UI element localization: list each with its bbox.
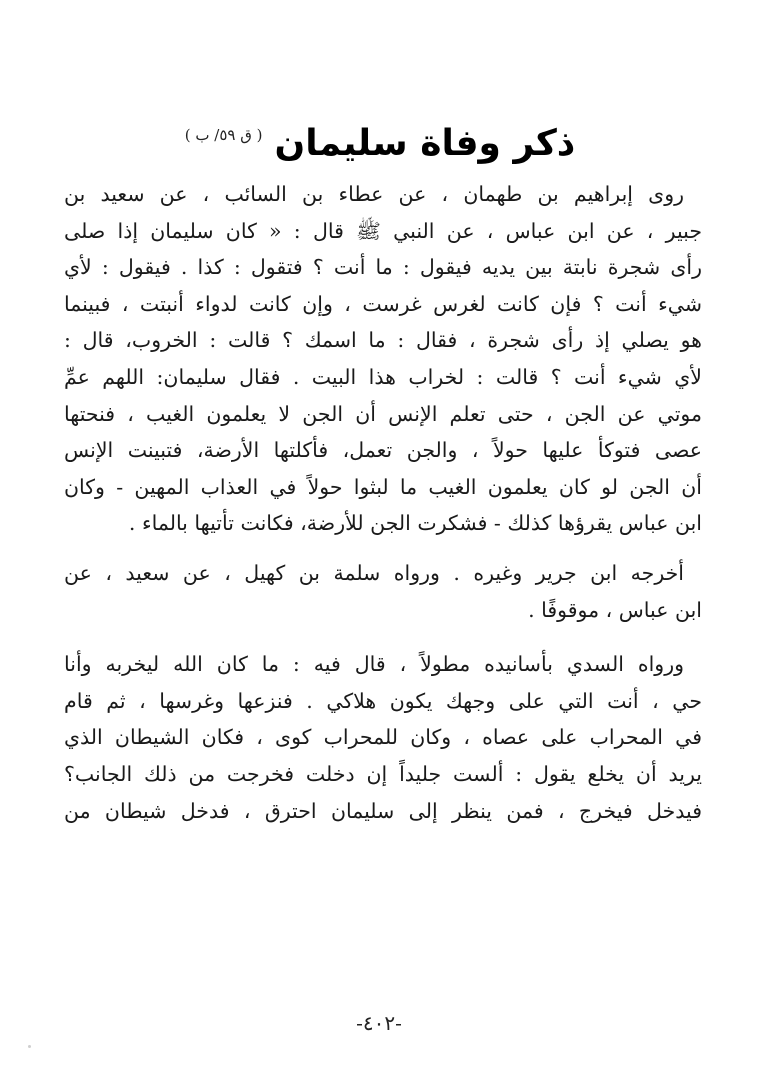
text-line: روى إبراهيم بن طهمان ، عن عطاء بن السائب ، عن سعيد بن <box>64 182 684 206</box>
paragraph-1 <box>64 176 702 542</box>
text-line: ورواه السدي بأسانيده مطولاً ، قال فيه : ما كان الله ليخربه وأنا <box>64 652 684 677</box>
text-line: ابن عباس يقرؤها كذلك - فشكرت الجن للأرضة، فكانت تأتيها بالماء . <box>128 511 702 536</box>
text-line: جبير ، عن ابن عباس ، عن النبي ﷺ قال : « كان سليمان إذا صلى <box>64 218 702 243</box>
manuscript-reference: ( ق ٥٩/ ب ) <box>184 126 263 144</box>
text-line: موتي عن الجن ، حتى تعلم الإنس أن الجن لا يعلمون الغيب ، فنحتها <box>64 401 702 426</box>
text-line: لأي شيء أنت ؟ قالت : لخراب هذا البيت . فقال سليمان: اللهم عمِّ <box>64 364 702 389</box>
text-line: حي ، أنت التي على وجهك يكون هلاكي . فنزعها وغرسها ، ثم قام <box>64 688 702 713</box>
text-line: هو يصلي إذ رأى شجرة ، فقال : ما اسمك ؟ قالت : الخروب، قال : <box>64 328 702 353</box>
text-line: يريد أن يخلع يقول : ألست جليداً إن دخلت فخرجت من ذلك الجانب؟ <box>64 761 702 786</box>
text-line: فيدخل فيخرج ، فمن ينظر إلى سليمان احترق ، فدخل شيطان من <box>64 798 702 823</box>
body-text <box>64 176 702 829</box>
paragraph-2 <box>64 555 702 628</box>
scan-speck <box>28 1045 31 1048</box>
text-line: في المحراب على عصاه ، وكان للمحراب كوى ، فكان الشيطان الذي <box>64 725 702 750</box>
paragraph-3 <box>64 646 702 829</box>
text-line: رأى شجرة نابتة بين يديه فيقول : ما أنت ؟ فتقول : كذا . فيقول : لأي <box>64 255 702 280</box>
text-line: شيء أنت ؟ فإن كانت لغرس غرست ، وإن كانت لدواء أنبتت ، فبينما <box>64 291 702 316</box>
text-line: عصى فتوكأ عليها حولاً ، والجن تعمل، فأكلتها الأرضة، فتبينت الإنس <box>64 438 702 463</box>
section-heading <box>60 118 700 168</box>
page-number: -٤٠٢- <box>356 1011 402 1035</box>
text-line: أن الجن لو كان يعلمون الغيب ما لبثوا حولاً في العذاب المهين - وكان <box>64 474 702 499</box>
text-line: ابن عباس ، موقوفًا . <box>528 597 702 622</box>
heading-title: ذكر وفاة سليمان <box>274 122 576 164</box>
text-line: أخرجه ابن جرير وغيره . ورواه سلمة بن كهيل ، عن سعيد ، عن <box>64 560 684 585</box>
